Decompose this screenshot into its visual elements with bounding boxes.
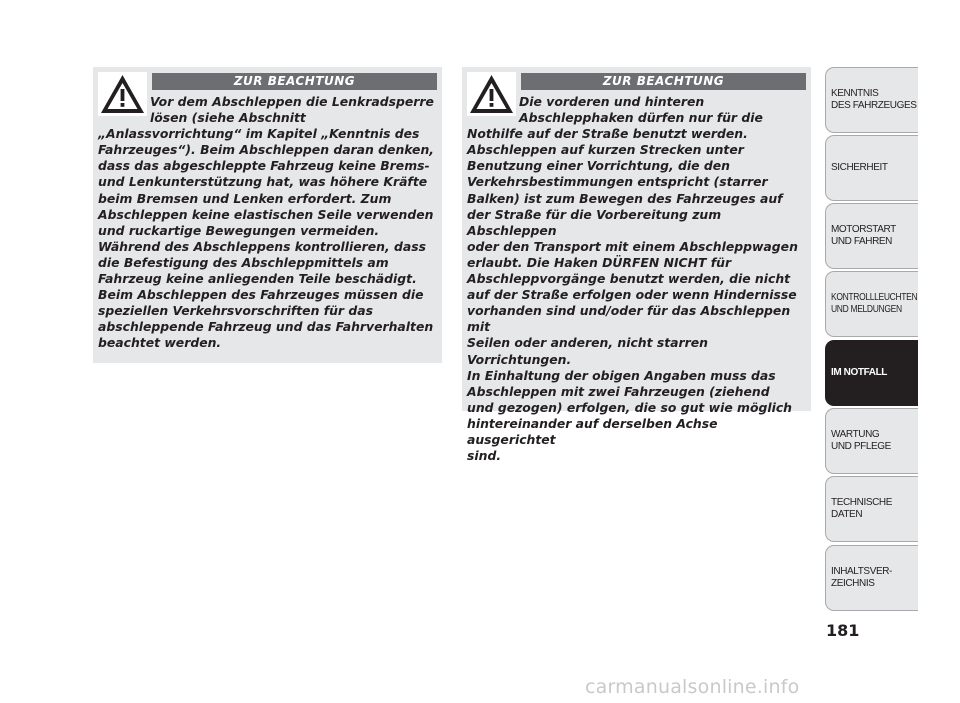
tab-kenntnis-des-fahrzeuges[interactable] <box>825 67 918 133</box>
tab-kontrollleuchten-und-meldungen[interactable] <box>825 271 918 337</box>
warning-box-steering-lock <box>93 67 442 363</box>
warning-text: Vor dem Abschleppen die Lenkradsperre lösen (siehe Abschnitt „Anlassvorrichtung“ im Kapitel „Kenntnis des Fahrzeuges“). Beim Abschleppen daran denken, dass das abgeschleppte Fahrzeug keine Brems- und Lenkunterstützung hat, was höhere Kräfte beim Bremsen und Lenken erfordert. Zum Abschleppen keine elastischen Seile verwenden und ruckartige Bewegungen vermeiden. Während des Abschleppens kontrollieren, dass die Befestigung des Abschleppmittels am Fahrzeug keine anliegenden Teile beschädigt. Beim Abschleppen des Fahrzeuges müssen die speziellen Verkehrsvorschriften für das abschleppende Fahrzeug und das Fahrverhalten beachtet werden. <box>98 94 434 351</box>
warning-header: ZUR BEACHTUNG <box>152 73 437 90</box>
tab-inhaltsverzeichnis[interactable] <box>825 545 918 611</box>
tab-wartung-und-pflege[interactable] <box>825 408 918 474</box>
tab-label: IM NOTFALL <box>831 367 887 378</box>
tab-label: MOTORSTART UND FAHREN <box>831 224 896 247</box>
page-number: 181 <box>826 621 860 640</box>
tab-label: WARTUNG UND PFLEGE <box>831 429 891 452</box>
tab-label: TECHNISCHE DATEN <box>831 497 893 520</box>
warning-box-towing-hooks <box>462 67 811 464</box>
tab-technische-daten[interactable] <box>825 476 918 542</box>
tab-sicherheit[interactable] <box>825 135 918 201</box>
tab-label: KENNTNIS DES FAHRZEUGES <box>831 88 917 111</box>
tab-motorstart-und-fahren[interactable] <box>825 203 918 269</box>
tab-label: KONTROLLLEUCHTEN UND MELDUNGEN <box>831 292 918 315</box>
tab-label: SICHERHEIT <box>831 162 888 173</box>
tab-im-notfall[interactable] <box>825 340 918 406</box>
warning-header: ZUR BEACHTUNG <box>521 73 806 90</box>
watermark: carmanualsonline.info <box>585 676 800 698</box>
warning-text: Die vorderen und hinteren Abschlepphaken dürfen nur für die Nothilfe auf der Straße benutzt werden. Abschleppen auf kurzen Strecken unter Benutzung einer Vorrichtung, die den Verkehrsbestimmungen entspricht (starrer Balken) ist zum Bewegen des Fahrzeuges auf der Straße für die Vorbereitung zum Abschleppen oder den Transport mit einem Abschleppwagen erlaubt. Die Haken DÜRFEN NICHT für Abschleppvorgänge benutzt werden, die nicht auf der Straße erfolgen oder wenn Hindernisse vorhanden sind und/oder für das Abschleppen mit Seilen oder anderen, nicht starren Vorrichtungen. In Einhaltung der obigen Angaben muss das Abschleppen mit zwei Fahrzeugen (ziehend und gezogen) erfolgen, die so gut wie möglich hintereinander auf derselben Achse ausgerichtet sind. <box>467 94 798 464</box>
tab-label: INHALTSVER- ZEICHNIS <box>831 566 892 589</box>
